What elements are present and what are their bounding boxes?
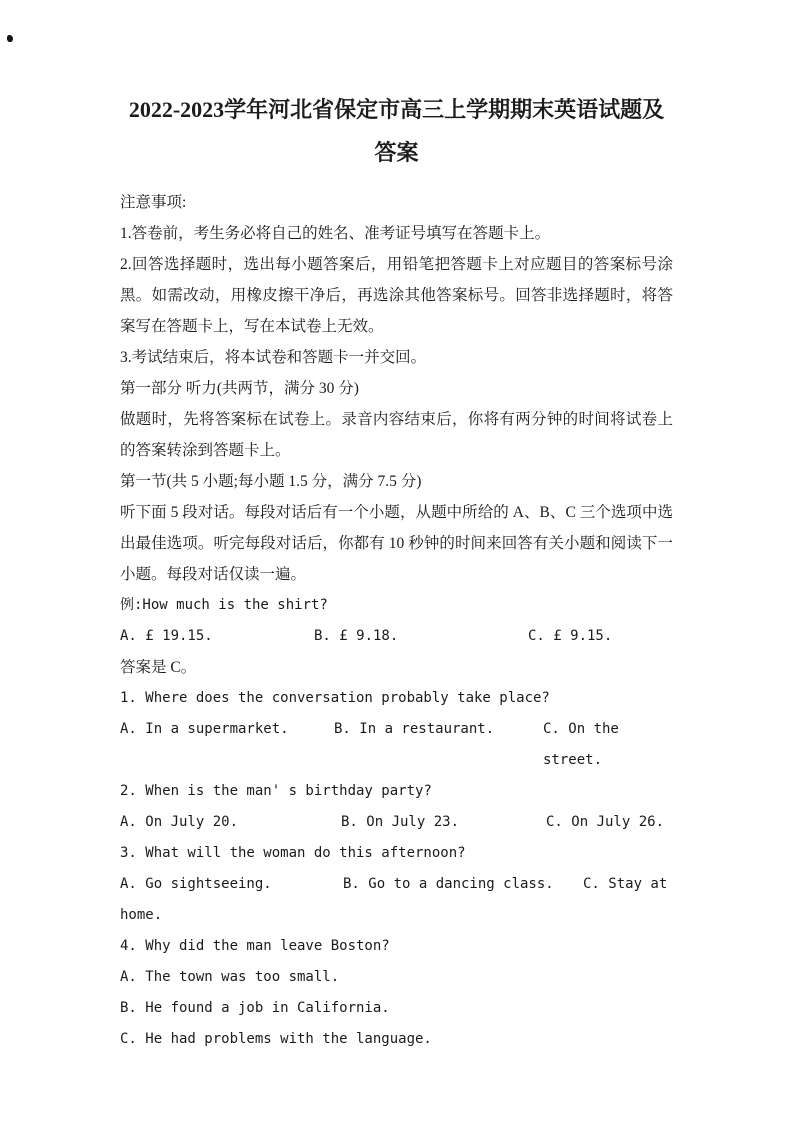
question-1-text: 1. Where does the conversation probably take place? [120,690,550,706]
question-2-options-row [120,807,673,838]
notice-item-3: 3.考试结束后，将本试卷和答题卡一并交回。 [120,349,427,366]
example-answer: 答案是 C。 [120,659,197,676]
question-3-text: 3. What will the woman do this afternoon? [120,845,466,861]
question-4-option-b: B. He found a job in California. [120,1000,390,1016]
question-1-option-a: A. In a supermarket. [120,721,289,737]
question-1-options-row [120,714,673,776]
question-4-option-a: A. The town was too small. [120,969,340,985]
scan-artifact-dot [7,35,13,42]
example-option-c: C. £ 9.15. [528,628,613,644]
part1-instruction: 做题时，先将答案标在试卷上。录音内容结束后，你将有两分钟的时间将试卷上的答案转涂到答题卡上。 [120,411,673,459]
question-4-text: 4. Why did the man leave Boston? [120,938,390,954]
question-2-text: 2. When is the man' s birthday party? [120,783,432,799]
document-title [120,88,673,174]
notice-item-2: 2.回答选择题时，选出每小题答案后，用铅笔把答题卡上对应题目的答案标号涂黑。如需改动，用橡皮擦干净后，再选涂其他答案标号。回答非选择题时，将答案写在答题卡上，写在本试卷上无效。 [120,256,673,335]
part1-heading: 第一部分 听力(共两节，满分 30 分) [120,380,359,397]
question-4-option-c: C. He had problems with the language. [120,1031,432,1047]
notice-item-1: 1.答卷前，考生务必将自己的姓名、准考证号填写在答题卡上。 [120,225,551,242]
example-options-row [120,621,673,652]
section1-instruction: 听下面 5 段对话。每段对话后有一个小题，从题中所给的 A、B、C 三个选项中选出最佳选项。听完每段对话后，你都有 10 秒钟的时间来回答有关小题和阅读下一小题。每段对话仅读一遍。 [120,504,673,583]
question-3-option-c: C. Stay at [583,876,668,892]
question-3-option-c-wrap: home. [120,907,163,923]
question-2-option-b: B. On July 23. [341,814,460,830]
title-line-1: 2022-2023学年河北省保定市高三上学期期末英语试题及 [128,97,665,122]
example-option-a: A. £ 19.15. [120,628,213,644]
section1-heading: 第一节(共 5 小题;每小题 1.5 分，满分 7.5 分) [120,473,422,490]
example-option-b: B. £ 9.18. [314,628,399,644]
example-question: 例:How much is the shirt? [120,597,328,613]
question-3-option-a: A. Go sightseeing. [120,876,272,892]
document-content [120,88,673,1055]
question-1-option-c: C. On the street. [543,721,619,768]
title-line-2: 答案 [374,140,419,165]
question-2-option-a: A. On July 20. [120,814,239,830]
question-3-option-b: B. Go to a dancing class. [343,876,554,892]
question-1-option-b: B. In a restaurant. [334,721,495,737]
question-2-option-c: C. On July 26. [546,814,665,830]
question-3-options-row [120,869,673,900]
notice-heading: 注意事项: [120,194,187,211]
